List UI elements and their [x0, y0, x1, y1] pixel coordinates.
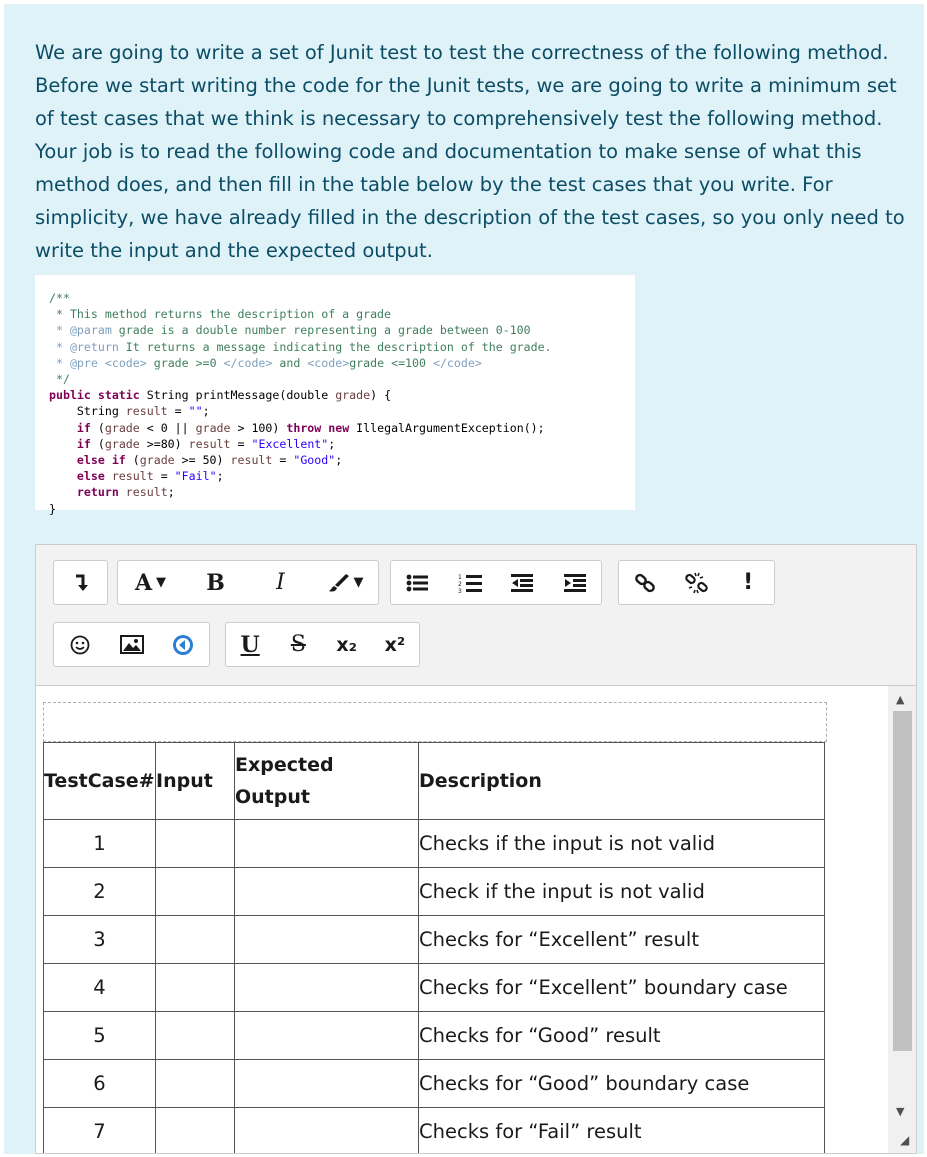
- code-keyword: else: [49, 469, 105, 484]
- code-text: =: [230, 436, 252, 451]
- cell-input[interactable]: [156, 1108, 235, 1155]
- header-description[interactable]: Description: [419, 743, 825, 820]
- cell-testcase-num[interactable]: 5: [44, 1012, 156, 1060]
- code-text: String printMessage(double: [139, 388, 336, 403]
- header-expected-line1: Expected: [235, 754, 334, 776]
- italic-button[interactable]: I: [276, 570, 285, 595]
- outdent-icon[interactable]: [496, 561, 549, 604]
- editor-scrollbar[interactable]: [888, 686, 916, 1154]
- bulleted-list-icon[interactable]: [391, 561, 444, 604]
- code-text: > 100): [230, 420, 287, 435]
- exclamation-icon[interactable]: !: [743, 570, 754, 595]
- empty-paragraph-placeholder[interactable]: [43, 702, 827, 742]
- toolbar-group-format: [225, 622, 420, 667]
- header-testcase[interactable]: TestCase#: [44, 743, 156, 820]
- cell-testcase-num[interactable]: 4: [44, 964, 156, 1012]
- question-text: We are going to write a set of Junit test to test the correctness of the following method. Before we start writing the code for the Junit tests, we are going to write a minimum set of test cases that we think is necessary to comprehensively test the following method. Your job is to read the following code and documentation to make sense of what this method does, and then fill in the table below by the test cases that you write. For simplicity, we have already filled in the description of the test cases, so you only need to write the input and the expected output.: [35, 41, 905, 262]
- cell-testcase-num[interactable]: 2: [44, 868, 156, 916]
- doc-pre-code-open: <code>: [97, 355, 147, 370]
- link-icon[interactable]: [619, 561, 671, 604]
- cell-description[interactable]: Check if the input is not valid: [419, 868, 825, 916]
- doc-pre-tag: * @pre: [49, 355, 98, 370]
- cell-testcase-num[interactable]: 1: [44, 820, 156, 868]
- code-keyword: else if: [49, 453, 126, 468]
- code-keyword: if: [49, 420, 91, 435]
- toolbar-group-links: [618, 560, 775, 605]
- toolbar-group-media: [53, 622, 210, 667]
- code-variable: result: [188, 436, 231, 451]
- code-text: ;: [202, 404, 210, 419]
- code-text: =: [272, 453, 294, 468]
- bold-button[interactable]: B: [206, 569, 225, 596]
- code-image: [35, 275, 635, 516]
- cell-input[interactable]: [156, 1012, 235, 1060]
- cell-testcase-num[interactable]: 3: [44, 916, 156, 964]
- cell-expected-output[interactable]: [235, 820, 419, 868]
- resize-handle-icon[interactable]: ◢: [900, 1133, 910, 1147]
- cell-description[interactable]: Checks for “Excellent” result: [419, 916, 825, 964]
- doc-comment-description: * This method returns the description of a grade: [49, 307, 392, 322]
- doc-pre-code-close-2: </code>: [432, 355, 482, 370]
- underline-button[interactable]: U: [240, 631, 260, 658]
- superscript-button[interactable]: x²: [384, 633, 406, 656]
- editor-toolbar: [36, 545, 916, 686]
- cell-expected-output[interactable]: [235, 868, 419, 916]
- code-variable: grade: [335, 388, 371, 403]
- image-icon[interactable]: [106, 623, 158, 666]
- header-input[interactable]: Input: [156, 743, 235, 820]
- cell-expected-output[interactable]: [235, 964, 419, 1012]
- table-row: [44, 1060, 825, 1108]
- table-row: [44, 1012, 825, 1060]
- code-text: (: [125, 453, 140, 468]
- indent-icon[interactable]: [549, 561, 602, 604]
- media-icon[interactable]: [157, 623, 209, 666]
- code-text: ;: [216, 469, 224, 484]
- code-text: =: [153, 469, 175, 484]
- editor-content-area[interactable]: [36, 686, 888, 1154]
- code-variable: grade: [104, 420, 140, 435]
- code-text: >= 50): [174, 453, 231, 468]
- strikethrough-button[interactable]: S: [290, 632, 306, 657]
- code-text: ;: [167, 485, 175, 500]
- rich-text-editor: [35, 544, 917, 1154]
- code-variable: result: [230, 453, 273, 468]
- toolbar-group-collapse: [53, 560, 108, 605]
- code-keyword: public static: [49, 388, 140, 403]
- doc-param-text: grade is a double number representing a grade between 0-100: [111, 323, 531, 338]
- code-string: "Fail": [174, 469, 217, 484]
- code-text: String: [49, 404, 126, 419]
- doc-pre-and: and: [272, 355, 308, 370]
- cell-expected-output[interactable]: [235, 1012, 419, 1060]
- unlink-icon[interactable]: [671, 561, 723, 604]
- cell-expected-output[interactable]: [235, 1108, 419, 1155]
- cell-input[interactable]: [156, 1060, 235, 1108]
- code-keyword: throw new: [286, 420, 350, 435]
- header-expected-line2: Output: [235, 786, 310, 808]
- scroll-up-arrow-icon[interactable]: ▲: [896, 693, 905, 706]
- code-keyword: if: [49, 436, 91, 451]
- cell-testcase-num[interactable]: 7: [44, 1108, 156, 1155]
- cell-input[interactable]: [156, 868, 235, 916]
- cell-expected-output[interactable]: [235, 1060, 419, 1108]
- text-color-dropdown[interactable]: ▼: [313, 561, 378, 604]
- code-text: ;: [328, 436, 336, 451]
- code-string: "Excellent": [251, 436, 329, 451]
- code-text: IllegalArgumentException();: [349, 420, 545, 435]
- code-text: (: [90, 420, 105, 435]
- code-variable: grade: [139, 453, 175, 468]
- cell-testcase-num[interactable]: 6: [44, 1060, 156, 1108]
- code-variable: grade: [195, 420, 231, 435]
- code-text: < 0 ||: [139, 420, 196, 435]
- emoji-icon[interactable]: [54, 623, 106, 666]
- doc-return-text: It returns a message indicating the description of the grade.: [118, 339, 552, 354]
- font-size-dropdown[interactable]: A ▼: [134, 569, 167, 596]
- cell-description[interactable]: Checks for “Excellent” boundary case: [419, 964, 825, 1012]
- code-text: >=80): [139, 436, 189, 451]
- subscript-button[interactable]: x₂: [336, 633, 357, 656]
- svg-text:2: 2: [457, 580, 462, 588]
- table-row: [44, 820, 825, 868]
- code-text: =: [167, 404, 189, 419]
- cell-input[interactable]: [156, 964, 235, 1012]
- code-keyword: return: [49, 485, 119, 500]
- doc-param-tag: * @param: [49, 323, 112, 338]
- table-header-row: [44, 743, 825, 820]
- question-panel: [4, 4, 924, 1154]
- toolbar-group-lists: [390, 560, 602, 605]
- scroll-down-arrow-icon[interactable]: ▼: [896, 1105, 905, 1118]
- svg-text:1: 1: [457, 573, 462, 581]
- code-text: ) {: [370, 388, 392, 403]
- doc-return-tag: * @return: [49, 339, 119, 354]
- table-row: [44, 868, 825, 916]
- doc-comment-close: */: [49, 372, 70, 387]
- doc-comment-open: /**: [49, 291, 70, 305]
- code-text: }: [49, 501, 56, 516]
- cell-expected-output[interactable]: [235, 916, 419, 964]
- code-text: ;: [335, 453, 343, 468]
- code-listing: [49, 290, 552, 517]
- cell-input[interactable]: [156, 820, 235, 868]
- collapse-toolbar-icon[interactable]: [54, 561, 107, 604]
- toolbar-group-text: [117, 560, 379, 605]
- table-row: [44, 964, 825, 1012]
- code-variable: grade: [104, 436, 140, 451]
- cell-description[interactable]: Checks for “Good” boundary case: [419, 1060, 825, 1108]
- cell-description[interactable]: Checks for “Fail” result: [419, 1108, 825, 1155]
- numbered-list-icon[interactable]: [444, 561, 497, 604]
- test-case-table: [43, 742, 825, 1154]
- code-string: "": [188, 404, 203, 419]
- doc-pre-text-2: grade <=100: [349, 355, 433, 370]
- table-row: [44, 1108, 825, 1155]
- svg-text:3: 3: [457, 587, 462, 593]
- cell-input[interactable]: [156, 916, 235, 964]
- scrollbar-thumb[interactable]: [893, 711, 912, 1051]
- cell-description[interactable]: Checks for “Good” result: [419, 1012, 825, 1060]
- cell-description[interactable]: Checks if the input is not valid: [419, 820, 825, 868]
- doc-pre-text-1: grade >=0: [146, 355, 224, 370]
- code-text: [105, 469, 112, 483]
- code-text: (: [90, 436, 105, 451]
- code-variable: result: [125, 404, 168, 419]
- table-row: [44, 916, 825, 964]
- code-string: "Good": [293, 453, 336, 468]
- code-variable: result: [125, 485, 168, 500]
- doc-pre-code-close: </code>: [223, 355, 273, 370]
- code-variable: result: [111, 469, 154, 484]
- code-text: [119, 485, 126, 499]
- doc-pre-code-open-2: <code>: [307, 355, 350, 370]
- header-expected-output[interactable]: [235, 743, 419, 820]
